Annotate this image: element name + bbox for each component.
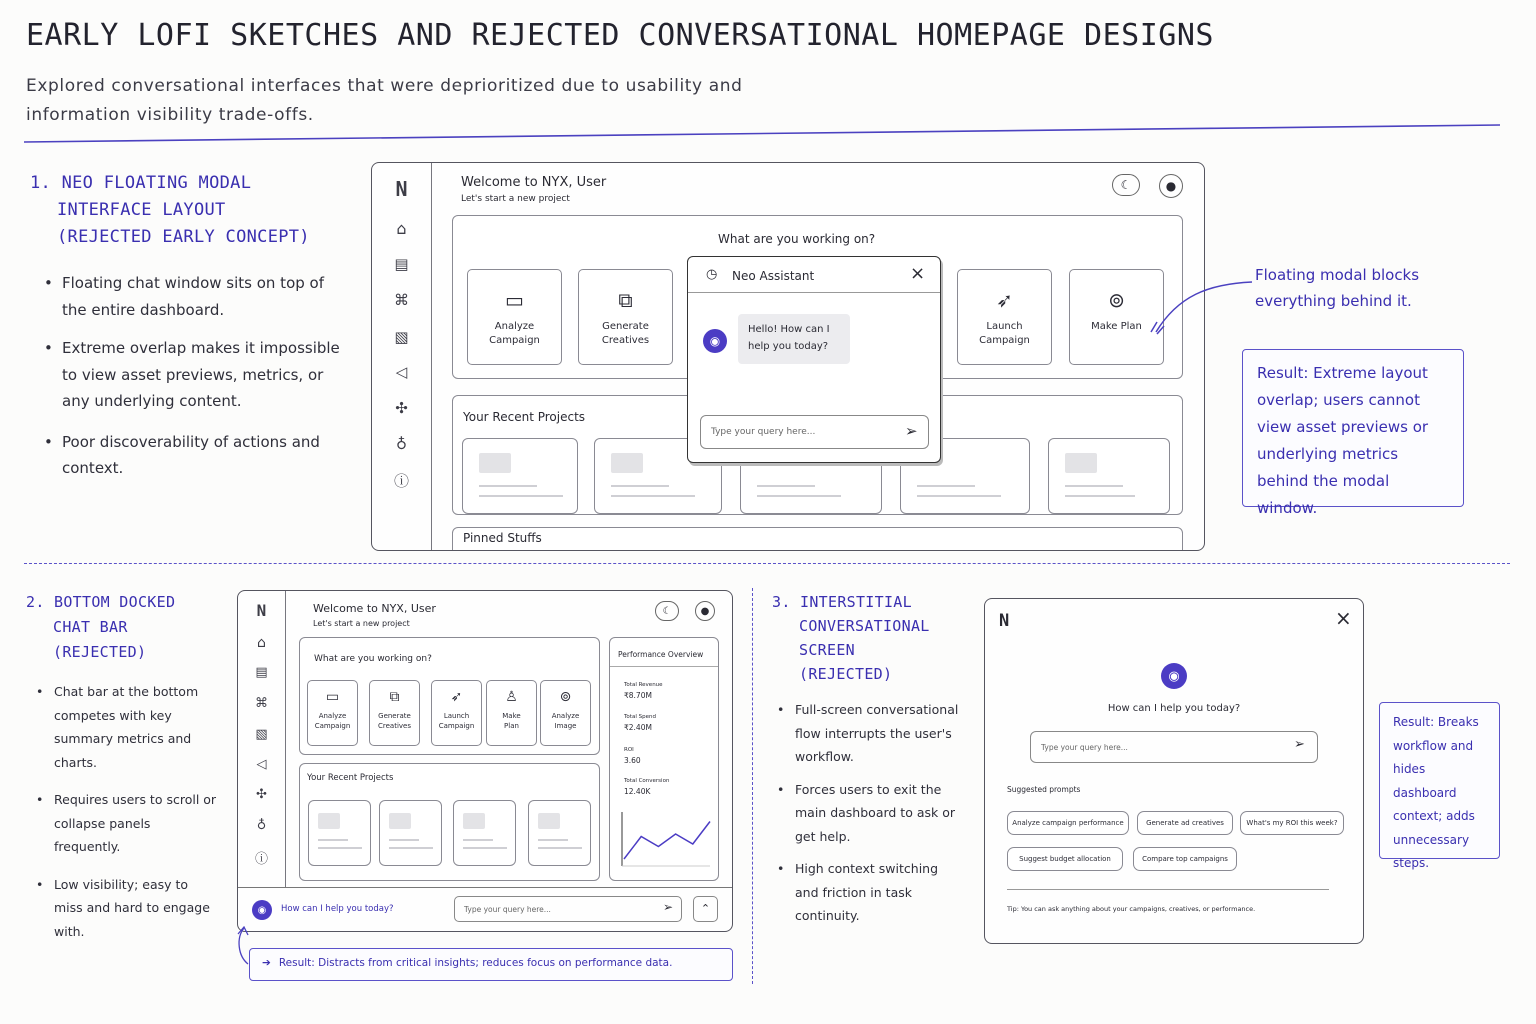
card-label: Analyze Image (551, 712, 580, 730)
card-label: Launch Campaign (979, 321, 1030, 346)
megaphone-icon[interactable]: ◁ (256, 757, 267, 772)
puzzle-icon[interactable]: ✣ (256, 787, 267, 802)
nyx-logo: N (395, 177, 408, 201)
mock1-question: What are you working on? (718, 232, 876, 246)
card-generate-creatives[interactable] (578, 269, 673, 365)
user-avatar-icon: ● (1165, 179, 1177, 193)
card-icon[interactable]: ▤ (255, 665, 268, 680)
subtitle-line-1: Explored conversational interfaces that were deprioritized due to usability and (26, 76, 743, 96)
card-generate-creatives[interactable] (369, 680, 420, 746)
assistant-icon: ◷ (706, 267, 718, 282)
bullet-item: • Full-screen conversational flow interrupts the user's workflow. (775, 698, 965, 769)
close-icon[interactable]: × (910, 263, 926, 284)
mock1-recent-title: Your Recent Projects (463, 410, 586, 424)
metric-value: ₹2.40M (624, 723, 652, 732)
mock2-welcome: Welcome to NYX, User (313, 602, 436, 615)
card-label: Make Plan (502, 712, 521, 730)
send-icon[interactable]: ➢ (1294, 737, 1305, 752)
card-label: Generate Creatives (601, 321, 650, 346)
mock2-question: What are you working on? (314, 654, 432, 664)
bullet-item: • High context switching and friction in task continuity. (775, 857, 965, 928)
nyx-logo: N (999, 611, 1010, 631)
recent-project-card[interactable] (462, 438, 578, 514)
metric-value: ₹8.70M (624, 691, 652, 700)
section2-title-line2: CHAT BAR (53, 618, 128, 636)
user-avatar-icon: ● (700, 605, 710, 617)
card-launch-campaign[interactable] (957, 269, 1052, 365)
section-divider (24, 563, 1510, 564)
interstitial-tip: Tip: You can ask anything about your campaigns, creatives, or performance. (1007, 905, 1256, 913)
chat-bar-prompt: How can I help you today? (281, 904, 394, 914)
mock1-pinned-title: Pinned Stuffs (463, 531, 542, 545)
section1-title-line3: (REJECTED EARLY CONCEPT) (57, 227, 310, 247)
interstitial-prompt: How can I help you today? (1107, 703, 1241, 714)
recent-project-card[interactable] (308, 800, 371, 866)
section3-title-line2: CONVERSATIONAL (799, 617, 930, 635)
section3-title-line4: (REJECTED) (799, 665, 893, 683)
bullet-item: • Extreme overlap makes it impossible to view asset previews, metrics, or any underlying content. (42, 335, 342, 415)
section3-title-line1: 3. INTERSTITIAL (772, 593, 912, 611)
card-label: Analyze Campaign (314, 712, 351, 730)
moon-icon: ☾ (662, 605, 672, 617)
card-label: Make Plan (1091, 321, 1142, 332)
mock1-welcome: Welcome to NYX, User (461, 175, 607, 190)
interstitial-query-input[interactable] (1030, 731, 1318, 763)
recent-project-card[interactable] (379, 800, 442, 866)
bullet-item: • Floating chat window sits on top of the entire dashboard. (42, 270, 342, 323)
result-note-1: Result: Extreme layout overlap; users cannot view asset previews or underlying metrics behind the modal window. (1242, 349, 1464, 507)
subtitle-line-2: information visibility trade-offs. (26, 105, 314, 125)
card-launch-campaign[interactable] (431, 680, 482, 746)
user-icon[interactable]: ♁ (396, 435, 407, 453)
neo-assistant-modal (687, 256, 941, 463)
performance-overview-panel (609, 637, 719, 881)
mock2-sidebar (238, 591, 286, 887)
bullet-item: • Forces users to exit the main dashboard to ask or get help. (775, 778, 965, 849)
metric-label: Total Spend (624, 714, 656, 720)
section2-title-line3: (REJECTED) (53, 643, 147, 661)
chat-bar-input[interactable] (454, 896, 682, 922)
dark-mode-toggle[interactable] (1112, 174, 1140, 196)
paper-plane-icon: ➶ (450, 689, 463, 705)
suggestion-chip[interactable]: Suggest budget allocation (1007, 847, 1123, 871)
image-icon[interactable]: ▧ (394, 328, 409, 346)
card-label: Analyze Campaign (489, 321, 540, 346)
mock1-welcome-sub: Let's start a new project (461, 194, 570, 204)
help-icon[interactable]: ⓘ (393, 472, 409, 490)
profile-avatar[interactable] (695, 601, 715, 621)
megaphone-icon[interactable]: ◁ (395, 363, 408, 381)
suggestion-chip[interactable]: Generate ad creatives (1137, 811, 1233, 835)
annotation-modal-blocks: Floating modal blocks everything behind it. (1255, 266, 1420, 310)
recent-project-card[interactable] (453, 800, 516, 866)
section2-bullets (34, 680, 219, 943)
close-icon[interactable]: × (1335, 606, 1352, 630)
home-icon[interactable]: ⌂ (257, 635, 266, 651)
bullet-item: • Chat bar at the bottom competes with key summary metrics and charts. (34, 680, 219, 774)
dark-mode-toggle[interactable] (655, 601, 679, 621)
result-note-2-text: Result: Distracts from critical insights; reduces focus on performance data. (278, 957, 673, 969)
profile-avatar[interactable] (1159, 174, 1183, 198)
card-label: Launch Campaign (438, 712, 475, 730)
card-icon[interactable]: ▤ (394, 255, 409, 273)
bullet-item: • Low visibility; easy to miss and hard to engage with. (34, 873, 219, 944)
metric-label: Total Conversion (624, 778, 670, 784)
chart-series-line (624, 822, 710, 860)
page-subtitle (26, 72, 786, 130)
bullet-item: • Requires users to scroll or collapse panels frequently. (34, 788, 219, 859)
performance-line-chart (620, 810, 712, 868)
nyx-logo: N (256, 601, 267, 620)
send-icon[interactable]: ➢ (905, 422, 918, 440)
nodes-icon[interactable]: ⌘ (255, 696, 268, 711)
metric-value: 3.60 (624, 756, 641, 765)
input-placeholder: Type your query here... (464, 905, 551, 914)
input-placeholder: Type your query here... (711, 427, 816, 437)
arrow-right-icon: ➔ (262, 957, 271, 969)
bot-message-bubble: Hello! How can I help you today? (738, 314, 850, 364)
section1-title (30, 170, 310, 251)
section1-title-line2: INTERFACE LAYOUT (57, 200, 226, 220)
card-make-plan[interactable] (486, 680, 537, 746)
suggestion-chip[interactable]: Compare top campaigns (1133, 847, 1237, 871)
section3-bullets (775, 698, 965, 928)
mock1-pinned (452, 527, 1183, 551)
paper-plane-icon: ➶ (996, 288, 1013, 312)
suggested-prompts-title: Suggested prompts (1007, 785, 1081, 794)
metric-label: ROI (624, 747, 634, 753)
person-icon: ♙ (505, 689, 518, 705)
chevron-up-icon[interactable]: ⌃ (693, 896, 718, 922)
creatives-icon: ⧉ (389, 689, 400, 705)
card-analyze-campaign[interactable] (307, 680, 358, 746)
section3-title-line3: SCREEN (799, 641, 855, 659)
section1-title-line1: 1. NEO FLOATING MODAL (30, 173, 252, 193)
mock2-frame (237, 590, 733, 932)
bottom-chat-bar (238, 887, 732, 932)
bot-avatar-icon: ◉ (1161, 663, 1187, 689)
mock2-welcome-sub: Let's start a new project (313, 619, 410, 628)
card-analyze-image[interactable] (540, 680, 591, 746)
user-icon[interactable]: ♁ (256, 818, 267, 833)
input-placeholder: Type your query here... (1041, 743, 1128, 752)
mock3-frame (984, 598, 1364, 944)
help-icon[interactable]: ⓘ (254, 852, 268, 867)
image-icon[interactable]: ▧ (255, 727, 268, 742)
tip-divider (1007, 889, 1329, 890)
section3-title (772, 590, 930, 686)
puzzle-icon[interactable]: ✣ (395, 399, 408, 417)
annotation-arrow (1148, 278, 1258, 340)
plan-icon: ⊚ (559, 689, 572, 705)
header-divider (24, 124, 1500, 144)
mock2-quick-actions (299, 637, 600, 755)
result-note-3: Result: Breaks workflow and hides dashboard context; adds unnecessary steps. (1379, 702, 1500, 859)
image-frame-icon: ▭ (505, 288, 524, 312)
recent-project-card[interactable] (528, 800, 591, 866)
creatives-icon: ⧉ (618, 288, 633, 312)
modal-title: Neo Assistant (732, 269, 815, 283)
mock2-recent-projects (299, 763, 600, 881)
modal-header (688, 257, 940, 293)
card-label: Generate Creatives (378, 712, 411, 730)
bot-avatar-icon: ◉ (703, 329, 727, 353)
image-frame-icon: ▭ (325, 689, 340, 705)
moon-icon: ☾ (1120, 178, 1132, 192)
section2-title (26, 590, 175, 665)
modal-query-input[interactable] (700, 415, 929, 449)
card-analyze-campaign[interactable] (467, 269, 562, 365)
bullet-item: • Poor discoverability of actions and context. (42, 429, 342, 482)
mock1-sidebar (372, 163, 432, 550)
metric-label: Total Revenue (624, 682, 663, 688)
suggestion-chip[interactable]: Analyze campaign performance (1007, 811, 1129, 835)
metric-value: 12.40K (624, 787, 651, 796)
page-title: EARLY LOFI SKETCHES AND REJECTED CONVERSATIONAL HOMEPAGE DESIGNS (26, 18, 1214, 53)
nodes-icon[interactable]: ⌘ (394, 291, 409, 309)
vertical-section-divider (752, 588, 753, 984)
home-icon[interactable]: ⌂ (396, 219, 407, 238)
plan-icon: ⊚ (1108, 288, 1125, 312)
suggestion-chip[interactable]: What's my ROI this week? (1240, 811, 1344, 835)
section1-bullets (42, 270, 342, 482)
send-icon[interactable]: ➢ (663, 900, 674, 914)
bot-avatar-icon: ◉ (252, 900, 272, 920)
result-note-2 (249, 948, 733, 981)
mock2-recent-title: Your Recent Projects (307, 773, 394, 783)
section2-title-line1: 2. BOTTOM DOCKED (26, 593, 176, 611)
recent-project-card[interactable] (1048, 438, 1170, 514)
perf-title: Performance Overview (618, 650, 704, 659)
